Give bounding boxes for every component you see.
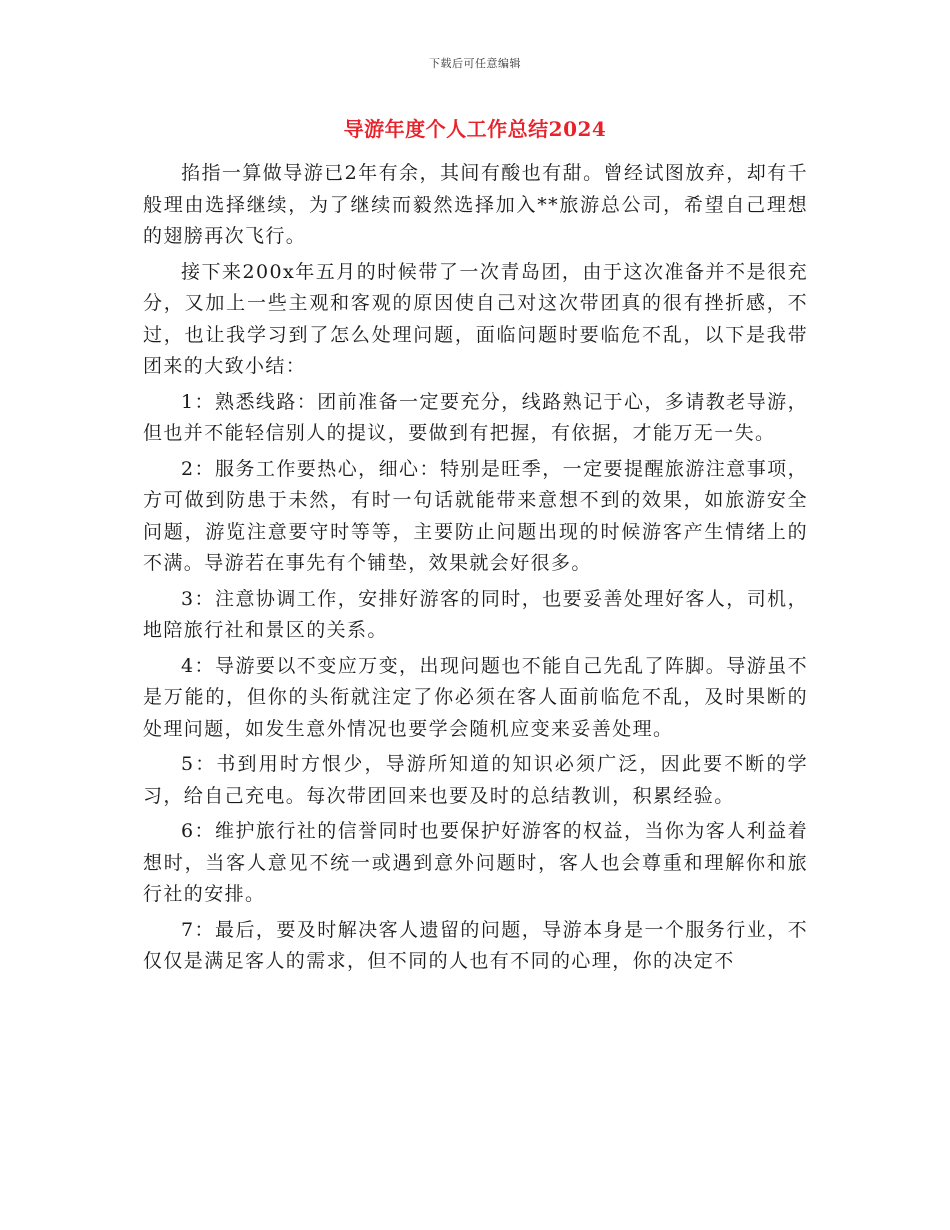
paragraph-point-4: 4：导游要以不变应万变，出现问题也不能自己先乱了阵脚。导游虽不是万能的，但你的头衔就注定了你必须在客人面前临危不乱，及时果断的处理问题，如发生意外情况也要学会随机应变来妥善处理。	[143, 654, 808, 740]
document-body	[143, 158, 808, 982]
page-header-note: 下载后可任意编辑	[429, 57, 521, 70]
document-title: 导游年度个人工作总结2024	[343, 117, 607, 141]
paragraph-point-6: 6：维护旅行社的信誉同时也要保护好游客的权益，当你为客人利益着想时，当客人意见不统一或遇到意外问题时，客人也会尊重和理解你和旅行社的安排。	[143, 820, 808, 905]
paragraph-point-1: 1：熟悉线路：团前准备一定要充分，线路熟记于心，多请教老导游，但也并不能轻信别人的提议，要做到有把握，有依据，才能万无一失。	[143, 390, 808, 444]
paragraph-intro: 掐指一算做导游已2年有余，其间有酸也有甜。曾经试图放弃，却有千般理由选择继续，为了继续而毅然选择加入**旅游总公司，希望自己理想的翅膀再次飞行。	[143, 162, 808, 247]
paragraph-point-7: 7：最后，要及时解决客人遗留的问题，导游本身是一个服务行业，不仅仅是满足客人的需求，但不同的人也有不同的心理，你的决定不	[143, 918, 808, 972]
paragraph-point-3: 3：注意协调工作，安排好游客的同时，也要妥善处理好客人，司机，地陪旅行社和景区的关系。	[143, 587, 808, 641]
paragraph-point-2: 2：服务工作要热心，细心：特别是旺季，一定要提醒旅游注意事项，方可做到防患于未然，有时一句话就能带来意想不到的效果，如旅游安全问题，游览注意要守时等等，主要防止问题出现的时候游客产生情绪上的不满。导游若在事先有个铺垫，效果就会好很多。	[143, 457, 808, 574]
paragraph-qingdao-tour: 接下来200x年五月的时候带了一次青岛团，由于这次准备并不是很充分，又加上一些主观和客观的原因使自己对这次带团真的很有挫折感，不过，也让我学习到了怎么处理问题，面临问题时要临危不乱，以下是我带团来的大致小结：	[143, 260, 808, 377]
paragraph-point-5: 5：书到用时方恨少，导游所知道的知识必须广泛，因此要不断的学习，给自己充电。每次带团回来也要及时的总结教训，积累经验。	[143, 753, 808, 807]
